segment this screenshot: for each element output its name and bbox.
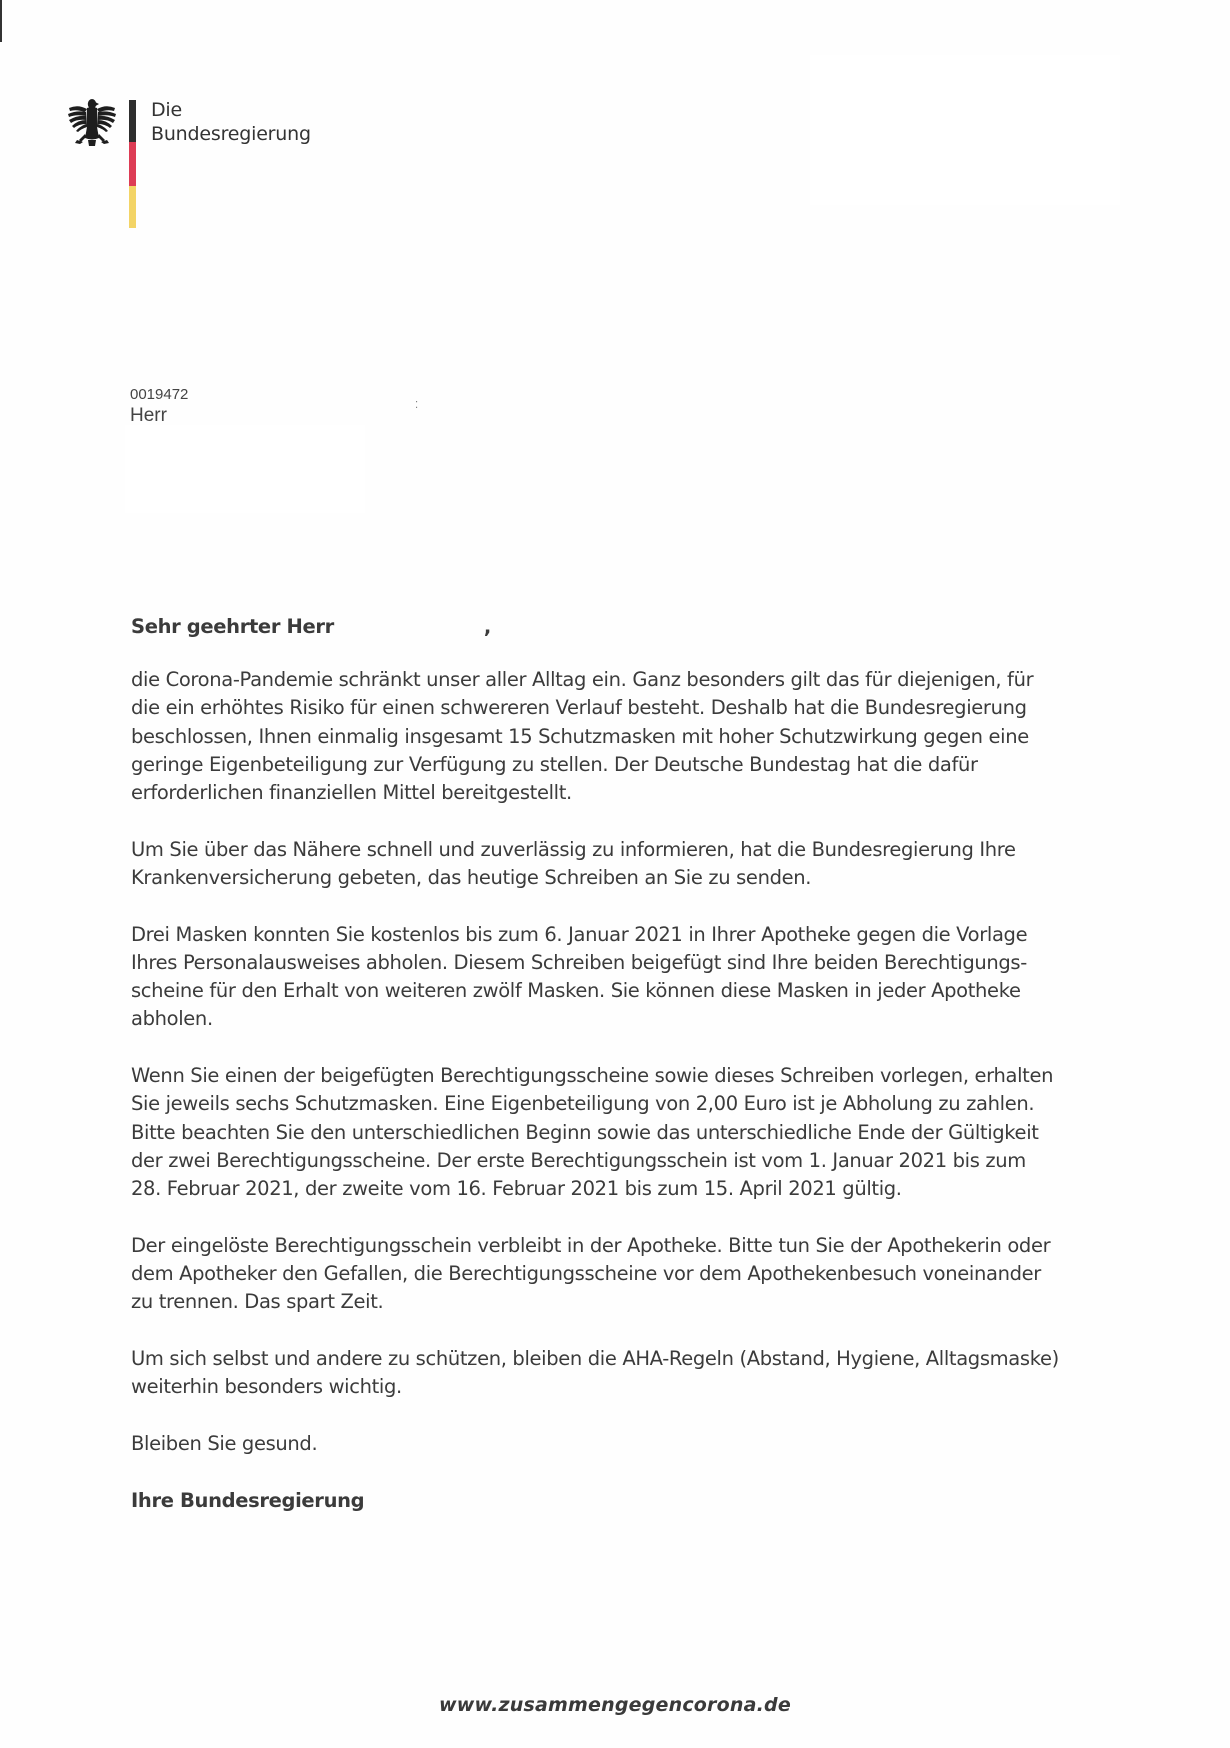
text-line: erforderlichen finanziellen Mittel bereitgestellt.	[131, 781, 572, 805]
text-line: der zwei Berechtigungsscheine. Der erste Berechtigungsschein ist vom 1. Januar 2021 bis zum	[131, 1148, 1026, 1172]
paragraph-4	[131, 1062, 1131, 1203]
flag-stripe-gold	[129, 186, 136, 228]
federal-eagle-icon	[66, 96, 118, 150]
closing: Bleiben Sie gesund.	[131, 1432, 318, 1456]
org-name-line1: Die	[151, 99, 182, 121]
text-line: geringe Eigenbeteiligung zur Verfügung zu stellen. Der Deutsche Bundestag hat die dafür	[131, 752, 978, 776]
scan-edge-mark	[0, 0, 2, 42]
flag-stripe-red	[129, 142, 136, 186]
greeting-punct: ,	[483, 615, 491, 638]
text-line: 28. Februar 2021, der zweite vom 16. Februar 2021 bis zum 15. April 2021 gültig.	[131, 1177, 902, 1201]
text-line: Bitte beachten Sie den unterschiedlichen Beginn sowie das unterschiedliche Ende der Gültigkeit	[131, 1120, 1039, 1144]
paragraph-3	[131, 921, 1131, 1034]
signature: Ihre Bundesregierung	[131, 1488, 365, 1512]
text-line: zu trennen. Das spart Zeit.	[131, 1290, 384, 1314]
org-name	[151, 98, 311, 146]
text-line: Sie jeweils sechs Schutzmasken. Eine Eigenbeteiligung von 2,00 Euro ist je Abholung zu zahlen.	[131, 1092, 1035, 1116]
text-line: Ihres Personalausweises abholen. Diesem Schreiben beigefügt sind Ihre beiden Berechtigungs-	[131, 951, 1027, 975]
text-line: Drei Masken konnten Sie kostenlos bis zum 6. Januar 2021 in Ihrer Apotheke gegen die Vorlage	[131, 922, 1028, 946]
redacted-address-block	[125, 425, 365, 513]
text-line: die ein erhöhtes Risiko für einen schwereren Verlauf besteht. Deshalb hat die Bundesregierung	[131, 696, 1027, 720]
letter-body	[131, 613, 1131, 1544]
text-line: scheine für den Erhalt von weiteren zwölf Masken. Sie können diese Masken in jeder Apotheke	[131, 979, 1021, 1003]
paragraph-1	[131, 666, 1131, 807]
text-line: Wenn Sie einen der beigefügten Berechtigungsscheine sowie dieses Schreiben vorlegen, erhalten	[131, 1064, 1054, 1088]
text-line: die Corona-Pandemie schränkt unser aller Alltag ein. Ganz besonders gilt das für diejenigen, für	[131, 668, 1034, 692]
footer-url-link[interactable]: www.zusammengegencorona.de	[439, 1694, 791, 1716]
text-line: weiterhin besonders wichtig.	[131, 1375, 402, 1399]
recipient-salutation: Herr	[130, 405, 167, 426]
text-line: dem Apotheker den Gefallen, die Berechtigungsscheine vor dem Apothekenbesuch voneinander	[131, 1262, 1041, 1286]
text-line: Um Sie über das Nähere schnell und zuverlässig zu informieren, hat die Bundesregierung Ihre	[131, 837, 1016, 861]
org-name-line2: Bundesregierung	[151, 123, 311, 145]
text-line: beschlossen, Ihnen einmalig insgesamt 15 Schutzmasken mit hoher Schutzwirkung gegen eine	[131, 724, 1029, 748]
paragraph-5	[131, 1232, 1131, 1317]
text-line: Um sich selbst und andere zu schützen, bleiben die AHA-Regeln (Abstand, Hygiene, Alltagsmaske)	[131, 1347, 1059, 1371]
paragraph-6	[131, 1345, 1131, 1401]
letter-greeting	[131, 613, 1131, 641]
german-flag-bar	[129, 100, 136, 228]
redacted-sender-block	[810, 55, 1120, 205]
recipient-address	[130, 386, 188, 428]
paragraph-2	[131, 836, 1131, 892]
text-line: Krankenversicherung gebeten, das heutige Schreiben an Sie zu senden.	[131, 866, 812, 890]
text-line: abholen.	[131, 1007, 213, 1031]
text-line: Der eingelöste Berechtigungsschein verbleibt in der Apotheke. Bitte tun Sie der Apothekerin oder	[131, 1233, 1051, 1257]
flag-stripe-black	[129, 100, 136, 142]
greeting-text: Sehr geehrter Herr	[131, 615, 334, 638]
reference-number: 0019472	[130, 386, 189, 403]
scan-dot-mark: ⁚	[415, 400, 419, 411]
